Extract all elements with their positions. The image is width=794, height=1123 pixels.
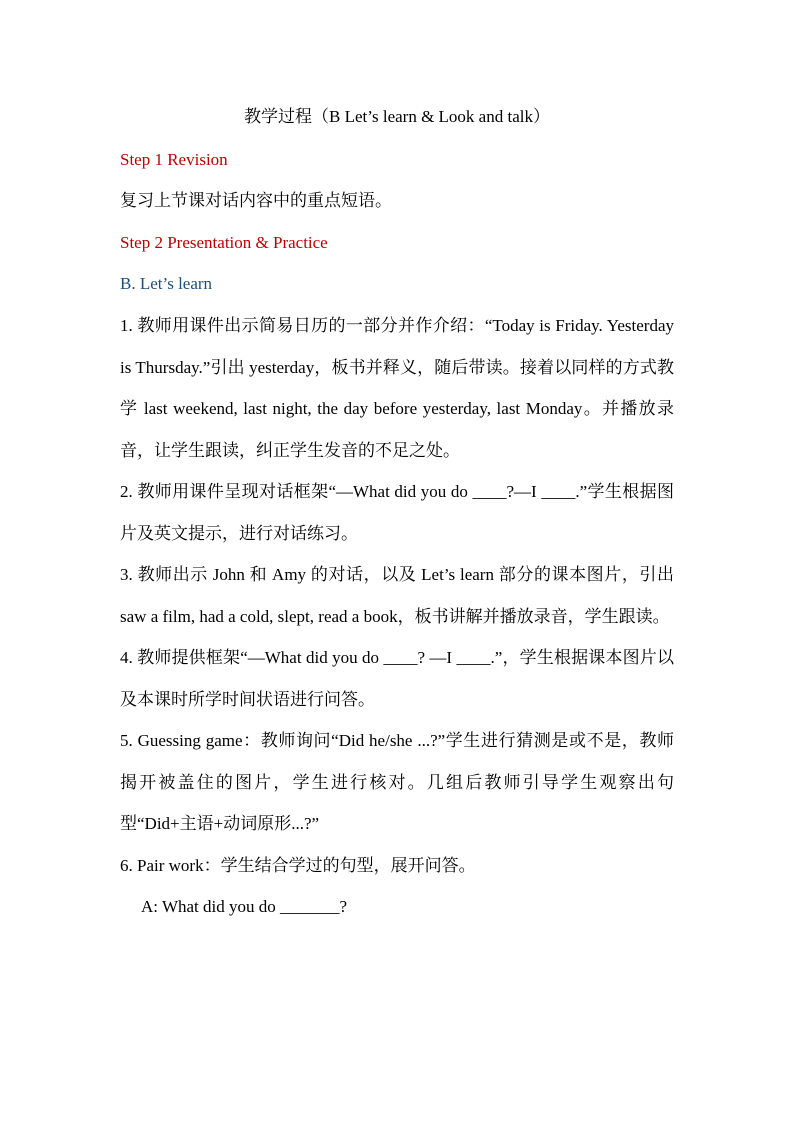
step2-heading: Step 2 Presentation & Practice	[120, 233, 328, 252]
dialogue-line: A: What did you do _______?	[141, 897, 348, 916]
step1-text-block	[120, 180, 674, 222]
list-item: 1. 教师用课件出示简易日历的一部分并作介绍：“Today is Friday. Yesterday is Thursday.”引出 yesterday，板书并释义，随后带读。接着以同样的方式教学 last weekend, last night, the day before yesterday, last Monday。并播放录音，让学生跟读，纠正学生发音的不足之处。	[120, 316, 674, 460]
list-item: 5. Guessing game：教师询问“Did he/she ...?”学生进行猜测是或不是，教师揭开被盖住的图片，学生进行核对。几组后教师引导学生观察出句型“Did+主语+动词原形...?”	[120, 731, 674, 833]
list-item: 2. 教师用课件呈现对话框架“—What did you do ____?—I ____.”学生根据图片及英文提示，进行对话练习。	[120, 482, 674, 543]
step2-subheading: B. Let’s learn	[120, 274, 213, 293]
list-item: 3. 教师出示 John 和 Amy 的对话，以及 Let’s learn 部分的课本图片，引出 saw a film, had a cold, slept, read a book，板书讲解并播放录音，学生跟读。	[120, 565, 674, 626]
list-item: 6. Pair work：学生结合学过的句型，展开问答。	[120, 855, 476, 875]
step1-heading: Step 1 Revision	[120, 150, 228, 169]
page-title: 教学过程（B Let’s learn & Look and talk）	[244, 107, 550, 126]
step2-list	[120, 305, 674, 928]
step1-text: 复习上节课对话内容中的重点短语。	[120, 191, 392, 210]
list-item: 4. 教师提供框架“—What did you do ____? —I ____.”，学生根据课本图片以及本课时所学时间状语进行问答。	[120, 648, 674, 709]
